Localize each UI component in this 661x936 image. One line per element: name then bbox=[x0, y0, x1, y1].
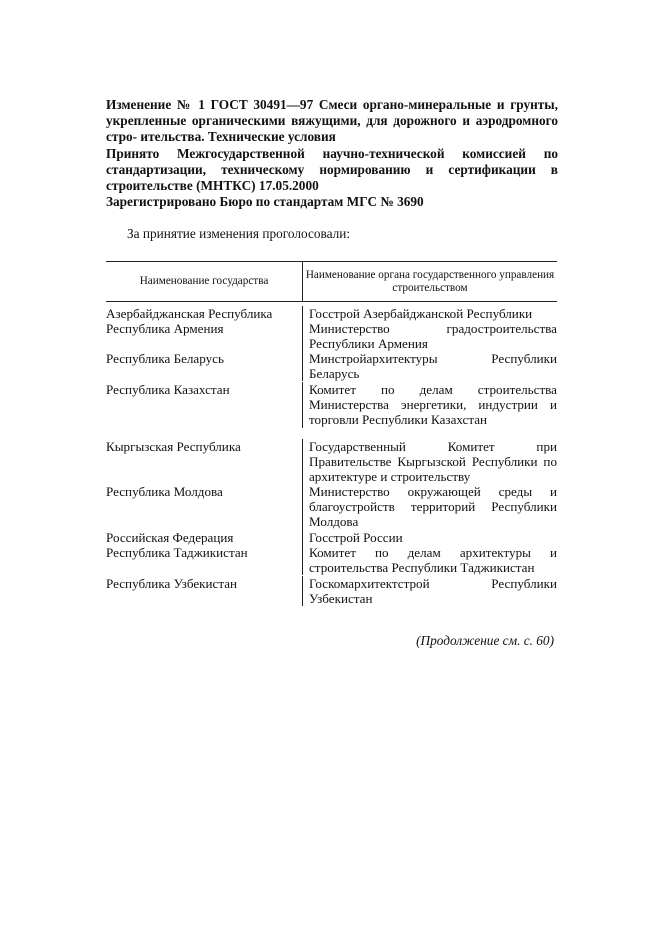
adoption-note: Принято Межгосударственной научно-технической комиссией по стандартизации, техническому нормированию и сертификации в строительстве (МНТКС) 17.05.2000 bbox=[106, 146, 558, 193]
state-name: Республика Казахстан bbox=[106, 382, 230, 397]
state-name: Республика Молдова bbox=[106, 484, 223, 499]
continuation-note: (Продолжение см. с. 60) bbox=[416, 633, 554, 648]
authority-name: Госстрой Азербайджанской Республики bbox=[302, 306, 557, 321]
authority-name: Госкомархитектстрой Республики Узбекистан bbox=[302, 576, 557, 606]
table-header-rule bbox=[106, 301, 557, 302]
amendment-title bbox=[106, 97, 558, 145]
registration-note: Зарегистрировано Бюро по стандартам МГС № 3690 bbox=[106, 194, 424, 209]
state-name: Кыргызская Республика bbox=[106, 439, 241, 454]
state-name: Республика Таджикистан bbox=[106, 545, 248, 560]
state-name: Азербайджанская Республика bbox=[106, 306, 273, 321]
amendment-title-line-2: ительства. Технические условия bbox=[140, 129, 336, 144]
authority-name: Министерство градостроительства Республики Армения bbox=[302, 321, 557, 351]
column-header-state: Наименование государства bbox=[139, 275, 269, 287]
authority-name: Государственный Комитет при Правительстве Кыргызской Республики по архитектуре и строительству bbox=[302, 439, 557, 485]
column-header-authority: Наименование органа государственного управления строительством bbox=[305, 268, 555, 294]
authority-name: Комитет по делам строительства Министерства энергетики, индустрии и торговли Республики Казахстан bbox=[302, 382, 557, 428]
state-name: Республика Армения bbox=[106, 321, 224, 336]
state-name: Республика Узбекистан bbox=[106, 576, 238, 591]
state-name: Российская Федерация bbox=[106, 530, 234, 545]
authority-name: Госстрой России bbox=[302, 530, 557, 545]
voting-intro: За принятие изменения проголосовали: bbox=[127, 226, 351, 241]
authority-name: Комитет по делам архитектуры и строительства Республики Таджикистан bbox=[302, 545, 557, 575]
amendment-title-line-1: Изменение № 1 ГОСТ 30491—97 Смеси органо-минеральные и грунты, укрепленные органическими вяжущими, для дорожного и аэродромного стро- bbox=[106, 97, 558, 144]
authority-name: Министерство окружающей среды и благоустройств территорий Республики Молдова bbox=[302, 484, 557, 530]
authority-name: Минстройархитектуры Республики Беларусь bbox=[302, 351, 557, 381]
state-name: Республика Беларусь bbox=[106, 351, 224, 366]
